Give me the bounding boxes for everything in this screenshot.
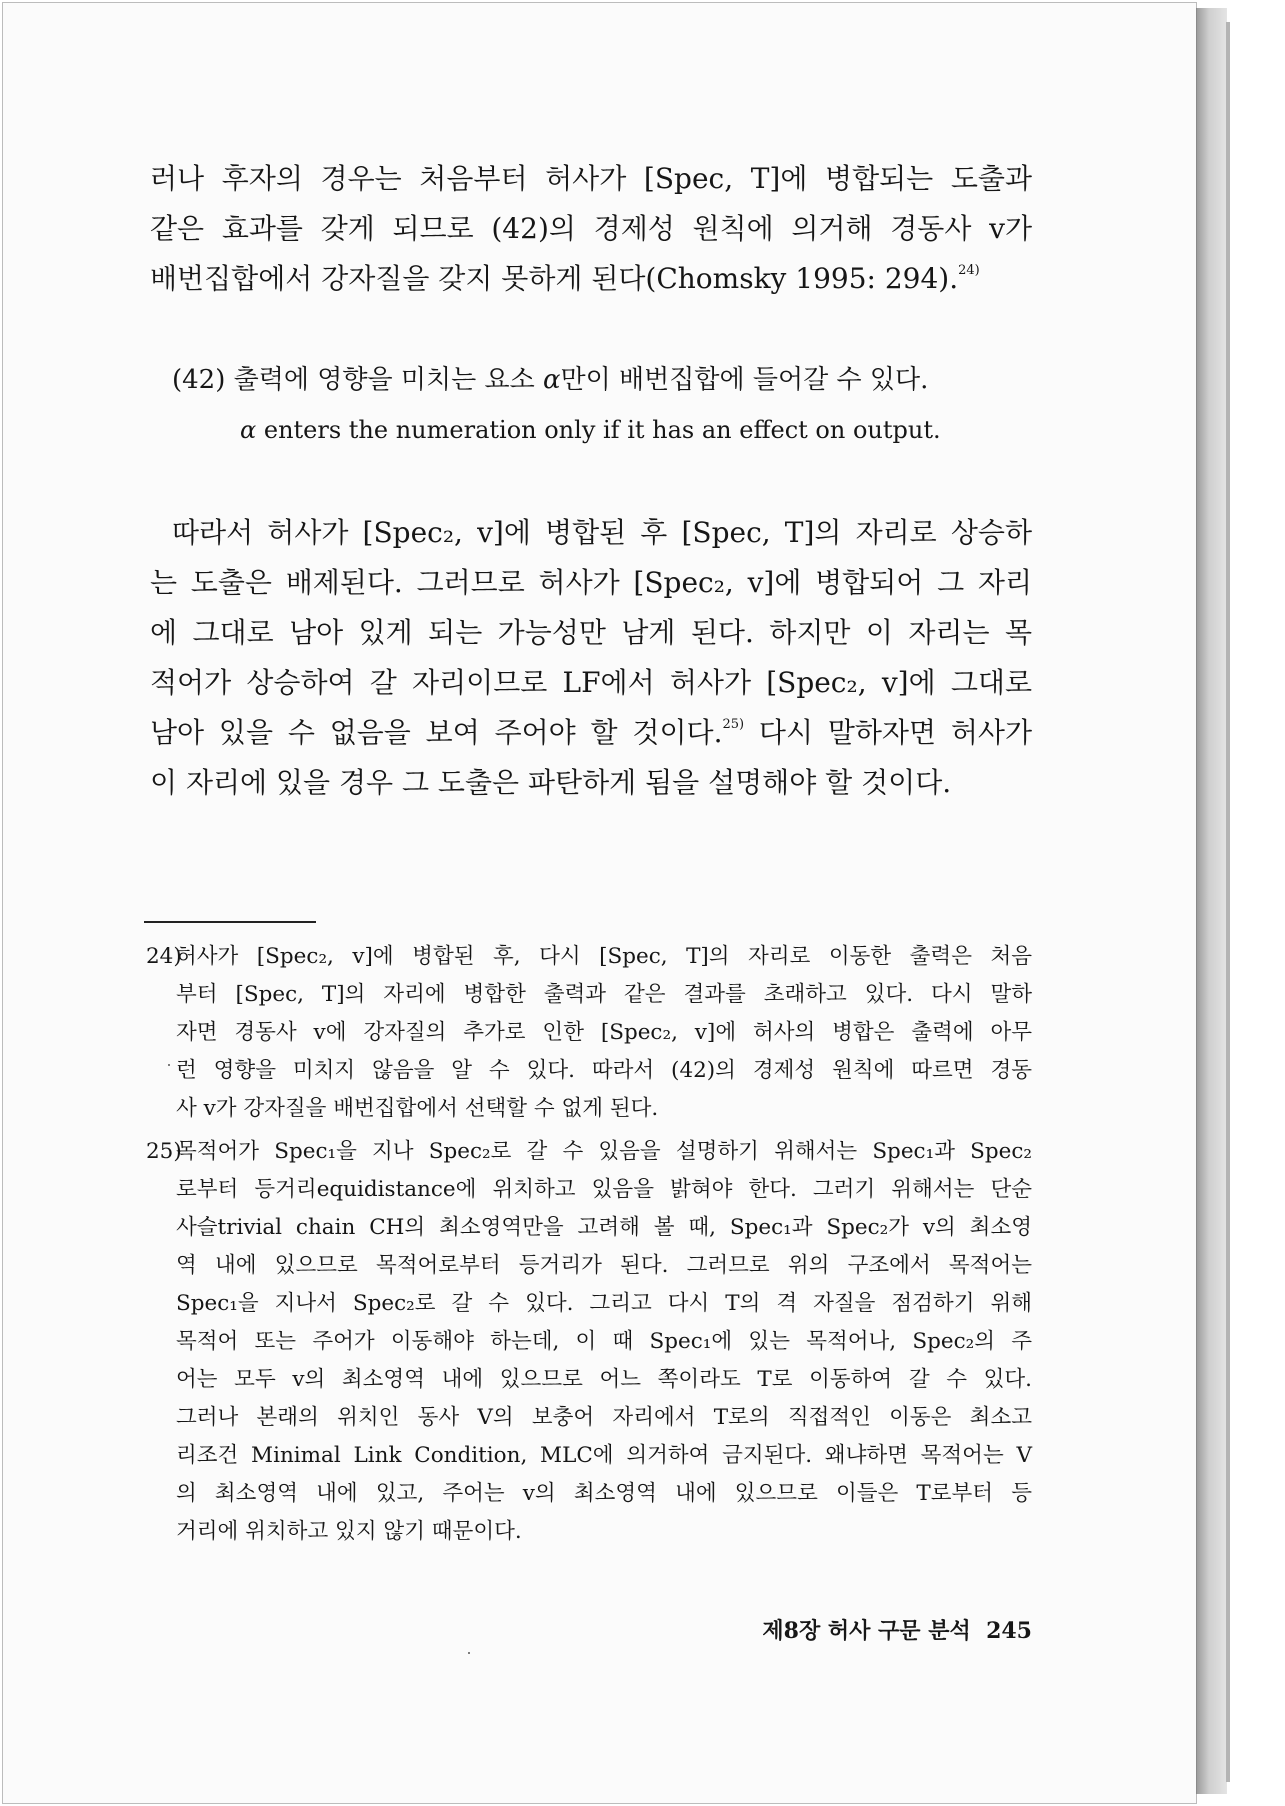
footnote-line: 그러나 본래의 위치인 동사 V의 보충어 자리에서 T로의 직접적인 이동은 최소고 [176,1405,1032,1430]
paragraph-line: 배번집합에서 강자질을 갖지 못하게 된다(Chomsky 1995: 294).$^{24)}$ [150,262,980,295]
paragraph-line: 적어가 상승하여 갈 자리이므로 LF에서 허사가 [Spec₂, v]에 그대로 [150,666,1032,699]
example-korean: (42) 출력에 영향을 미치는 요소 α만이 배번집합에 들어갈 수 있다. [172,365,929,395]
footnote-line: 사슬trivial chain CH의 최소영역만을 고려해 볼 때, Spec₁과 Spec₂가 v의 최소영 [176,1215,1032,1240]
footnote-ref-25[interactable]: 25) [722,717,745,732]
paragraph-line: 남아 있을 수 없음을 보여 주어야 할 것이다.$^{25)}$ 다시 말하자면 허사가 [150,716,1032,749]
footnote-24 [146,938,1032,1128]
footnote-25 [146,1133,1032,1551]
alpha-symbol: α [542,365,561,395]
footnote-line: 역 내에 있으므로 목적어로부터 등거리가 된다. 그러므로 위의 구조에서 목적어는 [176,1253,1032,1278]
footnote-line: 자면 경동사 v에 강자질의 추가로 인한 [Spec₂, v]에 허사의 병합은 출력에 아무 [176,1020,1032,1045]
footnote-line: 목적어가 Spec₁을 지나 Spec₂로 갈 수 있음을 설명하기 위해서는 Spec₁과 Spec₂ [176,1139,1032,1164]
footnote-separator [144,921,316,923]
paragraph-line: 이 자리에 있을 경우 그 도출은 파탄하게 됨을 설명해야 할 것이다. [150,766,952,799]
paragraph-line: 러나 후자의 경우는 처음부터 허사가 [Spec, T]에 병합되는 도출과 [150,162,1032,195]
footnote-line: 거리에 위치하고 있지 않기 때문이다. [176,1519,522,1544]
footnote-line: Spec₁을 지나서 Spec₂로 갈 수 있다. 그리고 다시 T의 격 자질을 점검하기 위해 [176,1291,1032,1316]
page-number: 245 [986,1618,1032,1644]
running-footer [700,1614,1032,1645]
paragraph-2 [150,508,1032,808]
paragraph-line: 따라서 허사가 [Spec₂, v]에 병합된 후 [Spec, T]의 자리로 상승하 [172,516,1032,549]
footnote-line: 런 영향을 미치지 않음을 알 수 있다. 따라서 (42)의 경제성 원칙에 따르면 경동 [176,1058,1032,1083]
example-42 [172,355,1032,455]
footnote-line: 리조건 Minimal Link Condition, MLC에 의거하여 금지된다. 왜냐하면 목적어는 V [176,1443,1032,1468]
footnote-number: 25) [146,1139,182,1164]
paragraph-line: 같은 효과를 갖게 되므로 (42)의 경제성 원칙에 의거해 경동사 v가 [150,212,1032,245]
page-edge-line [1226,22,1230,1782]
example-number: (42) [172,365,226,395]
footnotes [146,938,1032,1556]
footnote-line: 로부터 등거리equidistance에 위치하고 있음을 밝혀야 한다. 그러기 위해서는 단순 [176,1177,1032,1202]
example-english: α enters the numeration only if it has an effect on output. [240,416,941,444]
footnote-line: 사 v가 강자질을 배번집합에서 선택할 수 없게 된다. [176,1096,659,1121]
footnote-line: 어는 모두 v의 최소영역 내에 있으므로 어느 쪽이라도 T로 이동하여 갈 수 있다. [176,1367,1032,1392]
page-edge-shadow [1196,8,1227,1794]
print-speck [468,1652,470,1654]
footnote-line: 목적어 또는 주어가 이동해야 하는데, 이 때 Spec₁에 있는 목적어나, Spec₂의 주 [176,1329,1032,1354]
print-speck [168,1064,170,1066]
paragraph-line: 에 그대로 남아 있게 되는 가능성만 남게 된다. 하지만 이 자리는 목 [150,616,1032,649]
footnote-line: 허사가 [Spec₂, v]에 병합된 후, 다시 [Spec, T]의 자리로 이동한 출력은 처음 [176,944,1032,969]
paragraph-line: 는 도출은 배제된다. 그러므로 허사가 [Spec₂, v]에 병합되어 그 자리 [150,566,1032,599]
footnote-number: 24) [146,944,182,969]
footnote-ref-24[interactable]: 24) [958,263,980,278]
chapter-title: 제8장 허사 구문 분석 [762,1618,971,1644]
footnote-line: 부터 [Spec, T]의 자리에 병합한 출력과 같은 결과를 초래하고 있다. 다시 말하 [176,982,1032,1007]
alpha-symbol: α [240,416,257,444]
paragraph-1 [150,154,1032,304]
footnote-line: 의 최소영역 내에 있고, 주어는 v의 최소영역 내에 있으므로 이들은 T로부터 등 [176,1481,1032,1506]
